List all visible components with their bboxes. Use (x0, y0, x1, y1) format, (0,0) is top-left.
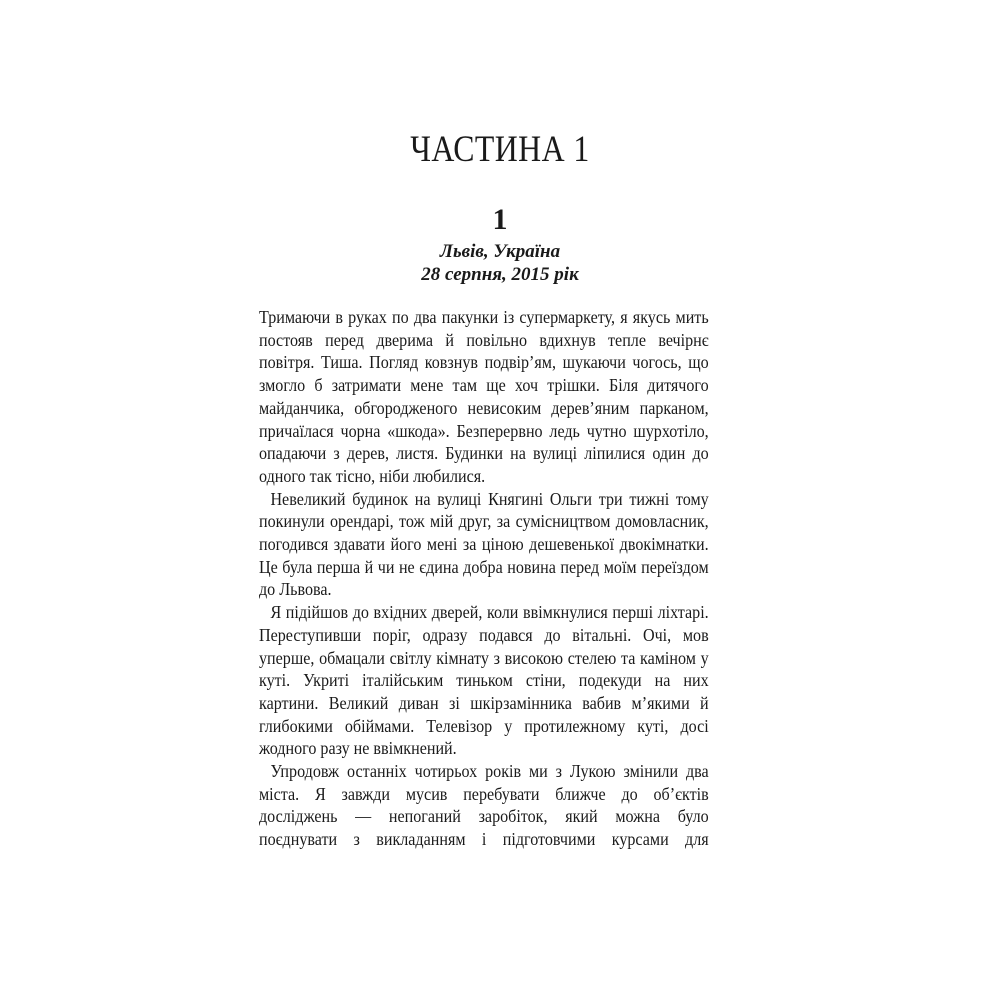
paragraph-4: Упродовж останніх чотирьох років ми з Лукою змінили два міста. Я завжди мусив перебувати ближче до об’єктів досліджень — непоганий заробіток, який можна було поєднувати з викладанням і підготовчими курсами для (259, 761, 709, 850)
paragraph-3: Я підійшов до вхідних дверей, коли ввімкнулися перші ліхтарі. Переступивши поріг, одразу подався до вітальні. Очі, мов уперше, обмацали світлу кімнату з високою стелею та каміном у куті. Укриті італійським тиньком стіни, подекуди на них картини. Великий диван зі шкірзамінника вабив м’якими й глибокими обіймами. Телевізор у протилежному куті, досі жодного разу не ввімкнений. (259, 602, 709, 759)
paragraph-1: Тримаючи в руках по два пакунки із супермаркету, я якусь мить постояв перед дверима й повільно вдихнув тепле вечірнє повітря. Тиша. Погляд ковзнув подвір’ям, шукаючи чогось, що змогло б затримати мене там ще хоч трішки. Біля дитячого майданчика, обгородженого невисоким дерев’яним парканом, причаїлася чорна «шкода». Безперервно ледь чутно шурхотіло, опадаючи з дерев, листя. Будинки на вулиці ліпилися один до одного так тісно, ніби любилися. (259, 307, 709, 486)
paragraph-2: Невеликий будинок на вулиці Княгині Ольги три тижні тому покинули орендарі, тож мій друг, за сумісництвом домовласник, погодився здавати його мені за ціною дешевенької двокімнатки. Це була перша й чи не єдина добра новина перед моїм переїздом до Львова. (259, 488, 709, 600)
part-title: ЧАСТИНА 1 (410, 129, 590, 170)
body-text (259, 306, 709, 851)
chapter-date: 28 серпня, 2015 рік (421, 264, 579, 285)
chapter-location: Львів, Україна (439, 241, 561, 262)
chapter-number: 1 (492, 203, 508, 236)
